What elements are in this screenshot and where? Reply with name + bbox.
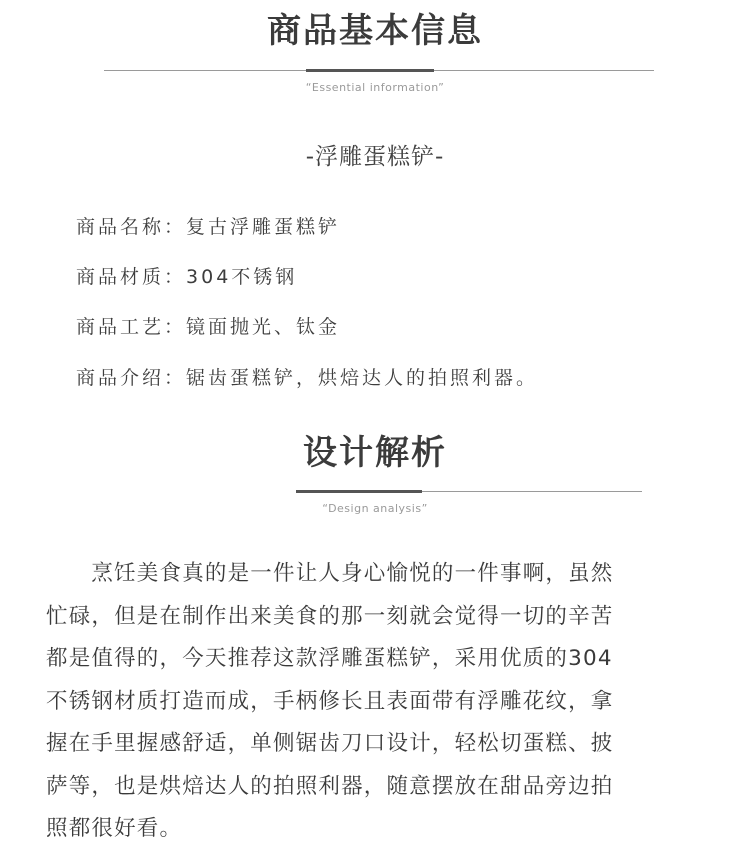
info-label: 商品介绍： [76,367,187,389]
info-row-craft [76,318,340,337]
info-label: 商品名称： [76,216,187,238]
paragraph-line: 照都很好看。 [46,816,183,841]
info-value: 复古浮雕蛋糕铲 [186,216,341,238]
basic-info-title: 商品基本信息 [267,11,483,51]
info-row-name [76,218,340,237]
info-value: 锯齿蛋糕铲，烘焙达人的拍照利器。 [186,367,539,389]
basic-info-divider-accent [306,69,434,72]
paragraph-line: 握在手里握感舒适，单侧锯齿刀口设计，轻松切蛋糕、披 [46,731,614,756]
paragraph-line: 不锈钢材质打造而成，手柄修长且表面带有浮雕花纹，拿 [46,688,614,714]
info-label: 商品材质： [76,266,187,288]
info-row-material [76,268,297,287]
paragraph-line: 萨等，也是烘焙达人的拍照利器，随意摆放在甜品旁边拍 [46,773,614,799]
paragraph-line: 烹饪美食真的是一件让人身心愉悦的一件事啊，虽然 [46,561,614,586]
design-analysis-title: 设计解析 [303,433,447,473]
paragraph-line: 都是值得的，今天推荐这款浮雕蛋糕铲，采用优质的304 [46,646,613,671]
info-value: 304不锈钢 [186,266,298,288]
paragraph-line: 忙碌，但是在制作出来美食的那一刻就会觉得一切的辛苦 [46,603,614,629]
info-value: 镜面抛光、钛金 [186,316,341,338]
design-analysis-paragraph [46,553,706,851]
info-row-intro [76,369,538,388]
design-analysis-subtitle: “Design analysis” [322,502,428,515]
basic-info-subtitle: “Essential information” [305,81,445,94]
product-heading: -浮雕蛋糕铲- [305,144,445,170]
design-analysis-divider-accent [296,490,422,493]
info-label: 商品工艺： [76,316,187,338]
